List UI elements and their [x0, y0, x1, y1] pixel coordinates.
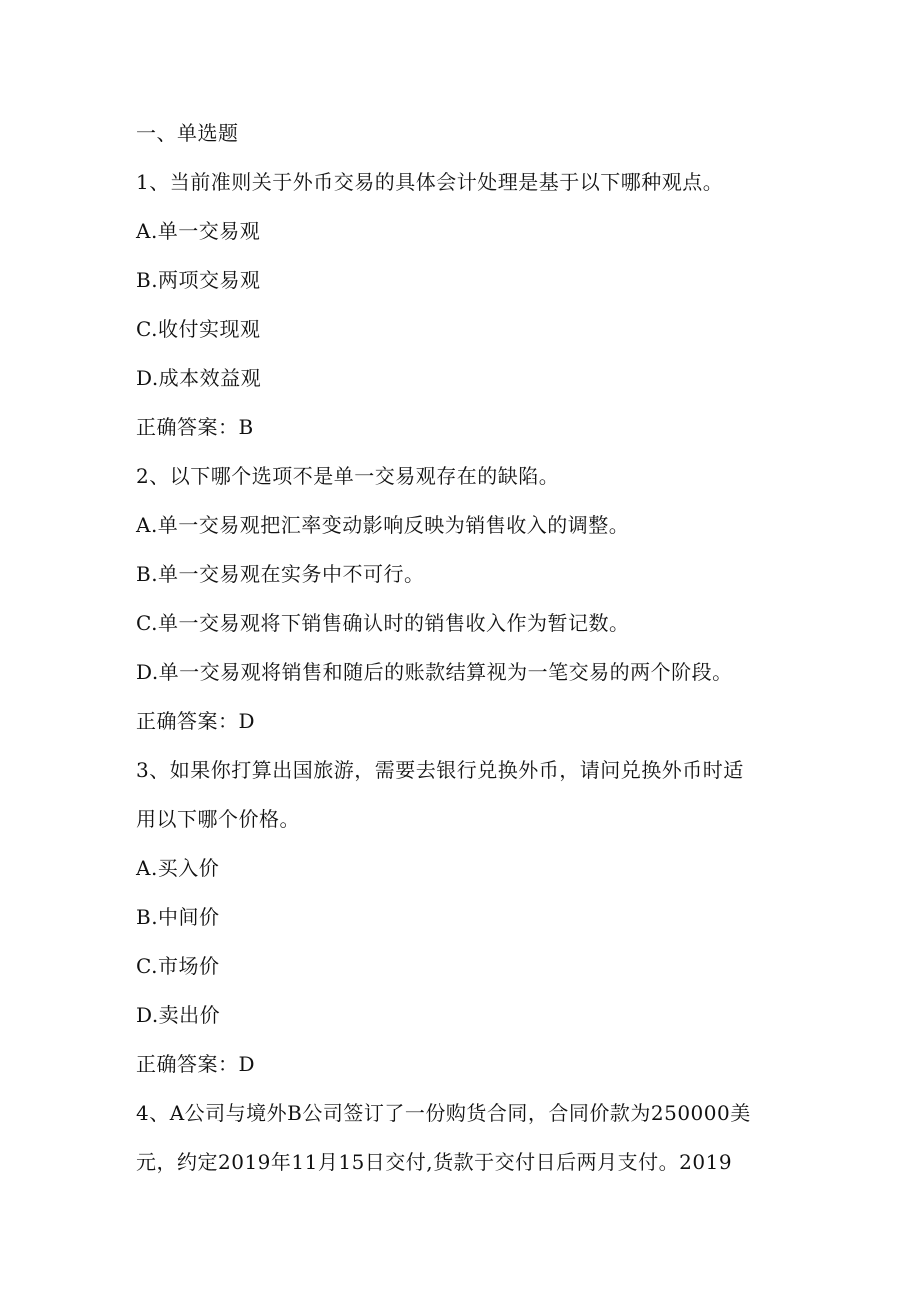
question-2-stem: 2、以下哪个选项不是单一交易观存在的缺陷。 — [136, 464, 560, 488]
question-1-option-c: C.收付实现观 — [136, 317, 261, 341]
question-2-option-a: A.单一交易观把汇率变动影响反映为销售收入的调整。 — [136, 513, 630, 537]
question-3-option-a: A.买入价 — [136, 856, 220, 880]
question-2-option-c: C.单一交易观将下销售确认时的销售收入作为暂记数。 — [136, 611, 630, 635]
question-2-answer: 正确答案：D — [136, 709, 256, 733]
question-3-stem-line2: 用以下哪个价格。 — [136, 807, 300, 831]
question-1-stem: 1、当前准则关于外币交易的具体会计处理是基于以下哪种观点。 — [136, 170, 724, 194]
question-1-option-b: B.两项交易观 — [136, 268, 261, 292]
question-4-stem-line1: 4、A公司与境外B公司签订了一份购货合同，合同价款为250000美 — [136, 1101, 751, 1125]
question-3-stem-line1: 3、如果你打算出国旅游，需要去银行兑换外币，请问兑换外币时适 — [136, 758, 744, 782]
question-3-option-d: D.卖出价 — [136, 1003, 221, 1027]
question-4-stem-line2: 元，约定2019年11月15日交付,货款于交付日后两月支付。2019 — [136, 1150, 733, 1174]
question-2-option-d: D.单一交易观将销售和随后的账款结算视为一笔交易的两个阶段。 — [136, 660, 733, 684]
question-1-option-d: D.成本效益观 — [136, 366, 262, 390]
question-3-option-b: B.中间价 — [136, 905, 220, 929]
question-3-option-c: C.市场价 — [136, 954, 220, 978]
question-2-option-b: B.单一交易观在实务中不可行。 — [136, 562, 425, 586]
question-1-answer: 正确答案：B — [136, 415, 254, 439]
section-heading: 一、单选题 — [136, 121, 239, 145]
question-3-answer: 正确答案：D — [136, 1052, 256, 1076]
question-1-option-a: A.单一交易观 — [136, 219, 261, 243]
